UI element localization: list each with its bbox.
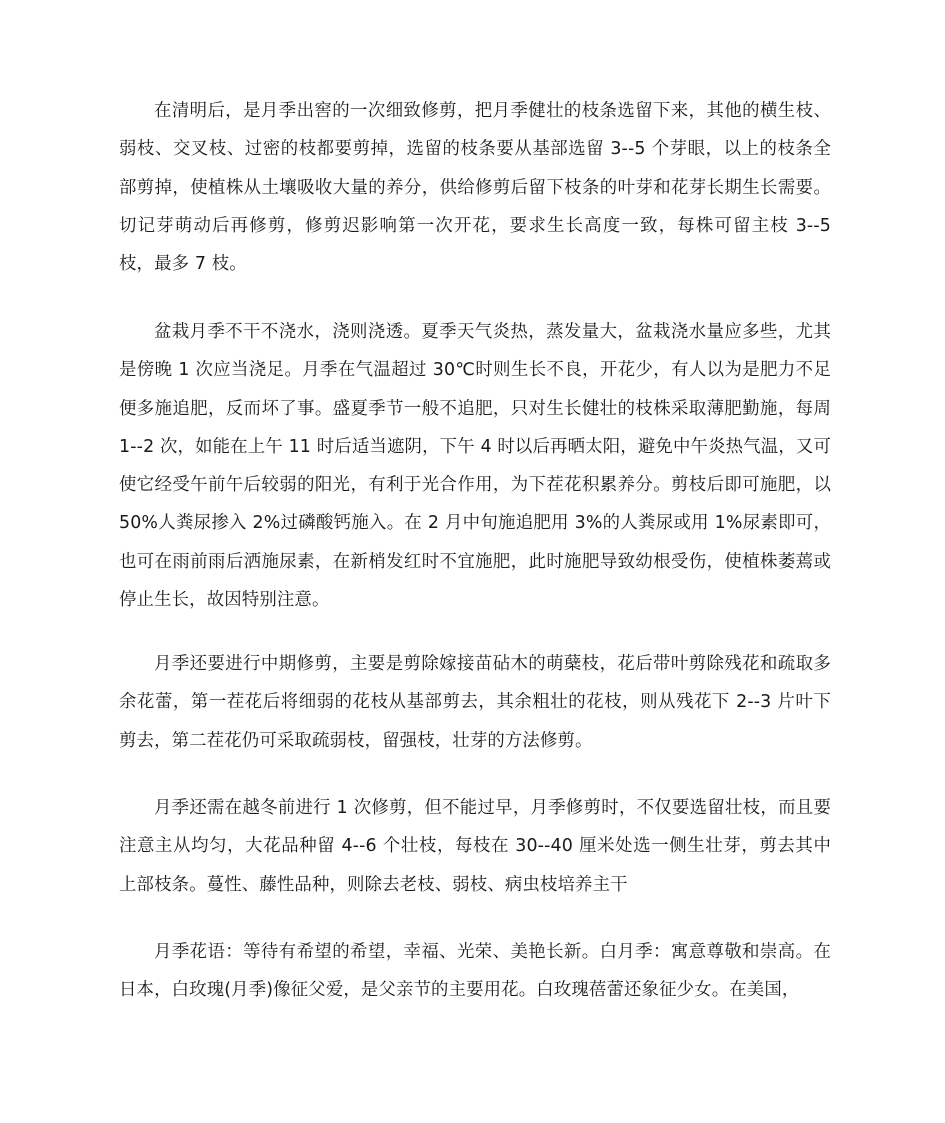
paragraph-winter-pruning: 月季还需在越冬前进行 1 次修剪，但不能过早，月季修剪时，不仅要选留壮枝，而且要注意主从均匀，大花品种留 4--6 个壮枝，每枝在 30--40 厘米处选一侧生壮芽，剪去其中上部枝条。蔓性、藤性品种，则除去老枝、弱枝、病虫枝培养主干: [119, 798, 831, 895]
paragraph-flower-language: 月季花语：等待有希望的希望，幸福、光荣、美艳长新。白月季：寓意尊敬和崇高。在日本，白玫瑰(月季)像征父爱，是父亲节的主要用花。白玫瑰蓓蕾还象征少女。在美国，: [119, 942, 831, 1001]
paragraph-spring-pruning: 在清明后，是月季出窖的一次细致修剪，把月季健壮的枝条选留下来，其他的横生枝、弱枝、交叉枝、过密的枝都要剪掉，选留的枝条要从基部选留 3--5 个芽眼，以上的枝条全部剪掉，使植株从土壤吸收大量的养分，供给修剪后留下枝条的叶芽和花芽长期生长需要。切记芽萌动后再修剪，修剪迟影响第一次开花，要求生长高度一致，每株可留主枝 3--5 枝，最多 7 枝。: [119, 101, 831, 275]
paragraph-midterm-pruning: 月季还要进行中期修剪，主要是剪除嫁接苗砧木的萌蘖枝，花后带叶剪除残花和疏取多余花蕾，第一茬花后将细弱的花枝从基部剪去，其余粗壮的花枝，则从残花下 2--3 片叶下剪去，第二茬花仍可采取疏弱枝，留强枝，壮芽的方法修剪。: [119, 654, 831, 751]
paragraph-watering-fertilizing: 盆栽月季不干不浇水，浇则浇透。夏季天气炎热，蒸发量大，盆栽浇水量应多些，尤其是傍晚 1 次应当浇足。月季在气温超过 30℃时则生长不良，开花少，有人以为是肥力不足便多施追肥，反而坏了事。盛夏季节一般不追肥，只对生长健壮的枝株采取薄肥勤施，每周 1--2 次，如能在上午 11 时后适当遮阴，下午 4 时以后再晒太阳，避免中午炎热气温，又可使它经受午前午后较弱的阳光，有利于光合作用，为下茬花积累养分。剪枝后即可施肥，以 50%人粪尿掺入 2%过磷酸钙施入。在 2 月中旬施追肥用 3%的人粪尿或用 1%尿素即可，也可在雨前雨后洒施尿素，在新梢发红时不宜施肥，此时施肥导致幼根受伤，使植株萎蔫或停止生长，故因特别注意。: [119, 322, 831, 611]
